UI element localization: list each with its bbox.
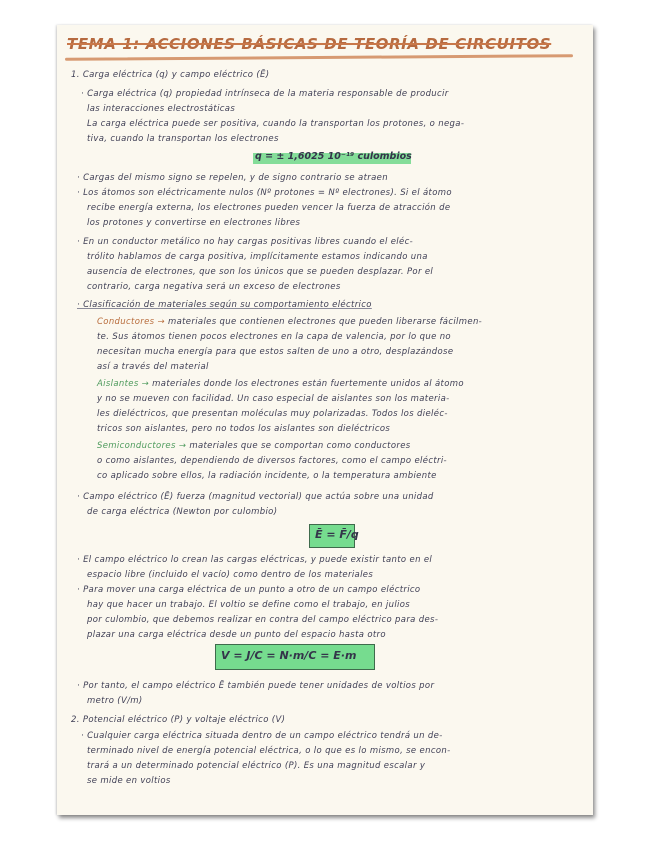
text-line: de carga eléctrica (Newton por culombio) [87, 507, 278, 517]
text-line: · El campo eléctrico lo crean las cargas eléctricas, y puede existir tanto en el [77, 555, 433, 565]
notebook-page [57, 25, 593, 815]
text-line: · Los átomos son eléctricamente nulos (Nº protones = Nº electrones). Si el átomo [77, 188, 452, 198]
text-line: terminado nivel de energía potencial eléctrica, o lo que es lo mismo, se encon- [87, 746, 451, 756]
text-line: contrario, carga negativa será un exceso de electrones [87, 282, 341, 292]
text-span: materiales que se comportan como conductores [186, 441, 411, 451]
text-span: materiales que contienen electrones que pueden liberarse fácilmen- [164, 317, 483, 327]
section-heading-2: 2. Potencial eléctrico (P) y voltaje eléctrico (V) [71, 715, 286, 725]
text-line: las interacciones electrostáticas [87, 104, 236, 114]
text-line: metro (V/m) [87, 696, 143, 706]
text-line: tricos son aislantes, pero no todos los aislantes son dieléctricos [97, 424, 391, 434]
text-line: · Clasificación de materiales según su comportamiento eléctrico [77, 300, 372, 310]
text-line: se mide en voltios [87, 776, 171, 786]
text-line: · En un conductor metálico no hay cargas positivas libres cuando el eléc- [77, 237, 413, 247]
text-line [97, 315, 587, 330]
text-line: · Carga eléctrica (q) propiedad intrínseca de la materia responsable de producir [81, 89, 449, 99]
text-line: por culombio, que debemos realizar en contra del campo eléctrico para des- [87, 615, 439, 625]
voltage-formula: V = J/C = N·m/C = E·m [221, 649, 357, 662]
page-title: TEMA 1: ACCIONES BÁSICAS DE TEORÍA DE CIRCUITOS [67, 35, 552, 53]
label-aislantes: Aislantes → [97, 379, 150, 389]
text-line: · Cargas del mismo signo se repelen, y de signo contrario se atraen [77, 173, 388, 183]
text-line: así a través del material [97, 362, 209, 372]
section-heading-1: 1. Carga eléctrica (q) y campo eléctrico (Ē) [71, 70, 270, 80]
text-line: les dieléctricos, que presentan moléculas muy polarizadas. Todos los dieléc- [97, 409, 448, 419]
text-line: espacio libre (incluido el vacío) como dentro de los materiales [87, 570, 374, 580]
label-conductores: Conductores → [97, 317, 165, 327]
text-line: necesitan mucha energía para que estos salten de uno a otro, desplazándose [97, 347, 454, 357]
text-line: trólito hablamos de carga positiva, implícitamente estamos indicando una [87, 252, 428, 262]
text-line: · Por tanto, el campo eléctrico Ē también puede tener unidades de voltios por [77, 681, 435, 691]
text-line: y no se mueven con facilidad. Un caso especial de aislantes son los materia- [97, 394, 450, 404]
text-line: ausencia de electrones, que son los únicos que se pueden desplazar. Por el [87, 267, 434, 277]
text-line: recibe energía externa, los electrones pueden vencer la fuerza de atracción de [87, 203, 451, 213]
text-line: o como aislantes, dependiendo de diversos factores, como el campo eléctri- [97, 456, 447, 466]
charge-formula: q = ± 1,6025 10⁻¹⁹ culombios [255, 151, 412, 162]
text-line: · Para mover una carga eléctrica de un punto a otro de un campo eléctrico [77, 585, 421, 595]
text-line: te. Sus átomos tienen pocos electrones en la capa de valencia, por lo que no [97, 332, 451, 342]
text-line: tiva, cuando la transportan los electrones [87, 134, 279, 144]
text-line [97, 377, 587, 392]
text-line [97, 439, 587, 454]
text-span: materiales donde los electrones están fuertemente unidos al átomo [149, 379, 464, 389]
text-line: · Cualquier carga eléctrica situada dentro de un campo eléctrico tendrá un de- [81, 731, 443, 741]
text-line: La carga eléctrica puede ser positiva, cuando la transportan los protones, o nega- [87, 119, 465, 129]
field-formula: Ē = F̄/q [315, 528, 359, 541]
title-underline [65, 54, 573, 61]
text-line: hay que hacer un trabajo. El voltio se define como el trabajo, en julios [87, 600, 411, 610]
text-line: plazar una carga eléctrica desde un punto del espacio hasta otro [87, 630, 386, 640]
text-line: co aplicado sobre ellos, la radiación incidente, o la temperatura ambiente [97, 471, 437, 481]
text-line: · Campo eléctrico (Ē) fuerza (magnitud vectorial) que actúa sobre una unidad [77, 492, 434, 502]
text-line: los protones y convertirse en electrones libres [87, 218, 301, 228]
label-semiconductores: Semiconductores → [97, 441, 187, 451]
text-line: trará a un determinado potencial eléctrico (P). Es una magnitud escalar y [87, 761, 426, 771]
